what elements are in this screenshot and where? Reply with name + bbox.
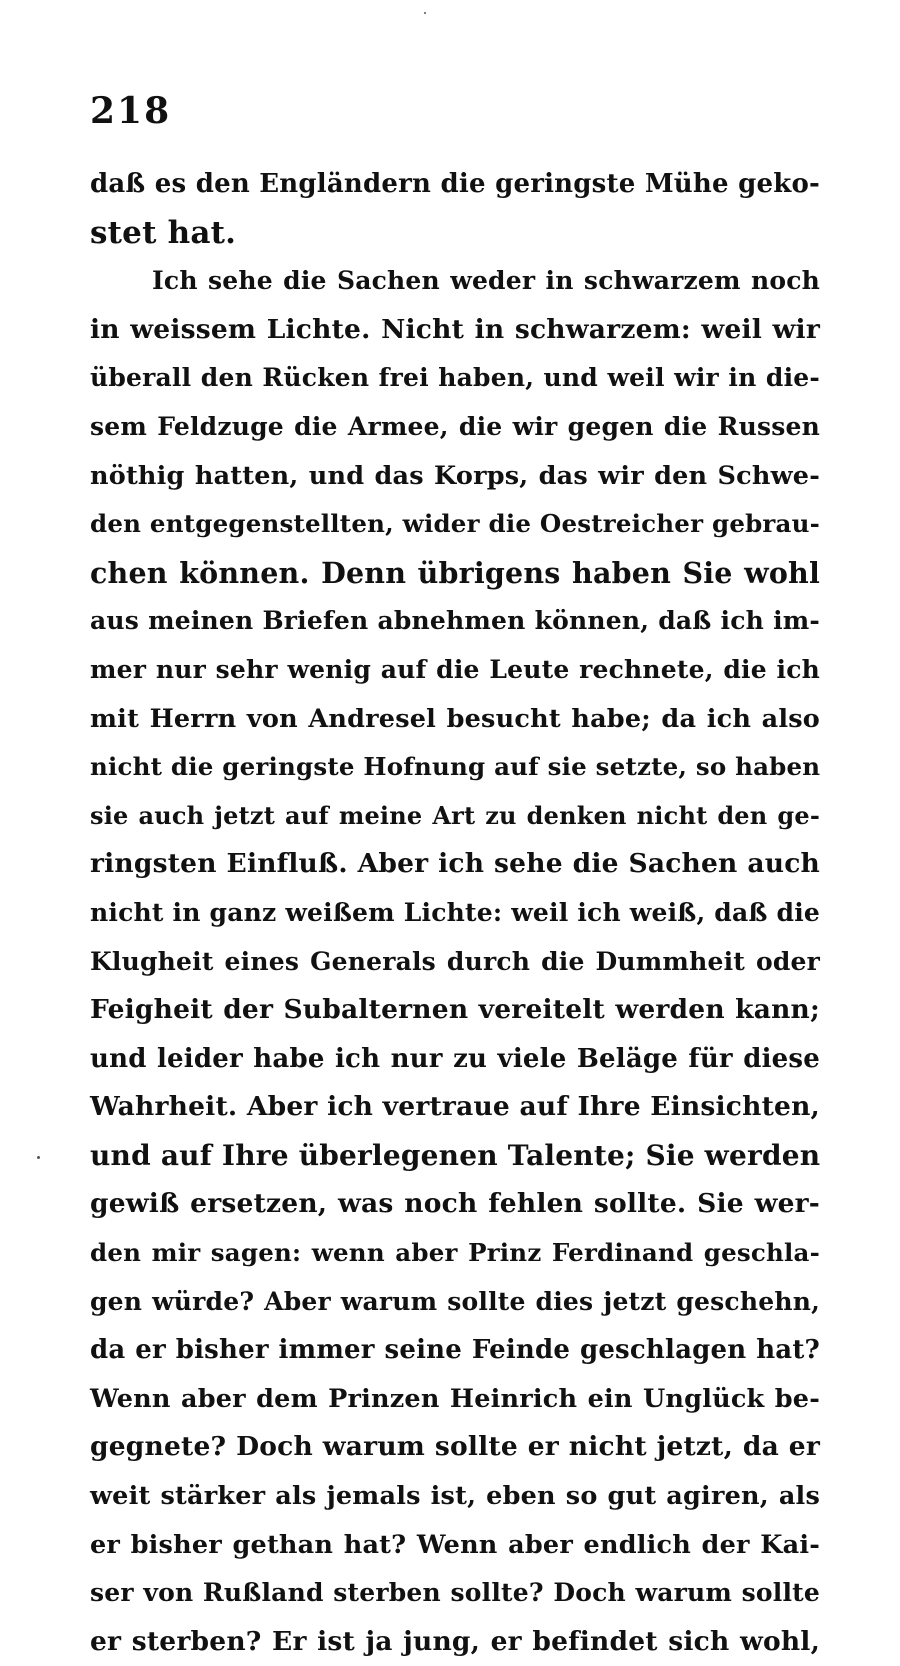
text-line: und auf Ihre überlegenen Talente; Sie werden [90, 1138, 821, 1172]
text-line: überall den Rücken frei haben, und weil wir in die- [90, 363, 820, 393]
text-line: Wenn aber dem Prinzen Heinrich ein Unglück be- [90, 1383, 820, 1414]
text-line: den mir sagen: wenn aber Prinz Ferdinand geschla- [90, 1238, 820, 1268]
text-line: den entgegenstellten, wider die Oestreicher gebrau- [90, 509, 820, 539]
text-line: er bisher gethan hat? Wenn aber endlich der Kai- [90, 1529, 820, 1560]
text-line: nicht in ganz weißem Lichte: weil ich weiß, daß die [90, 897, 820, 927]
text-line: sie auch jetzt auf meine Art zu denken nicht den ge- [90, 800, 820, 830]
text-line: Feigheit der Subalternen vereitelt werden kann; [90, 994, 820, 1026]
print-speck [424, 12, 426, 14]
text-line: gewiß ersetzen, was noch fehlen sollte. Sie wer- [90, 1188, 820, 1220]
text-line: daß es den Engländern die geringste Mühe geko- [90, 169, 820, 199]
text-line: ser von Rußland sterben sollte? Doch warum sollte [90, 1578, 820, 1608]
text-line: weit stärker als jemals ist, eben so gut agiren, als [90, 1481, 820, 1512]
text-line: in weissem Lichte. Nicht in schwarzem: weil wir [90, 313, 820, 345]
text-line: und leider habe ich nur zu viele Beläge für diese [90, 1043, 820, 1074]
text-line: ringsten Einfluß. Aber ich sehe die Sachen auch [90, 848, 820, 880]
text-line: sem Feldzuge die Armee, die wir gegen die Russen [90, 411, 820, 441]
text-line: nicht die geringste Hofnung auf sie setzte, so haben [90, 752, 821, 782]
print-speck [37, 1156, 40, 1159]
body-text [90, 160, 820, 1666]
page-number: 218 [90, 90, 172, 132]
text-line: Wahrheit. Aber ich vertraue auf Ihre Einsichten, [90, 1091, 820, 1123]
text-line: aus meinen Briefen abnehmen können, daß ich im- [90, 606, 820, 636]
text-line: Klugheit eines Generals durch die Dummheit oder [90, 946, 820, 976]
text-line: chen können. Denn übrigens haben Sie wohl [90, 555, 820, 590]
text-line: nöthig hatten, und das Korps, das wir den Schwe- [90, 460, 820, 491]
text-line: er sterben? Er ist ja jung, er befindet sich wohl, [90, 1625, 820, 1657]
text-line: gegnete? Doch warum sollte er nicht jetzt, da er [90, 1431, 820, 1463]
text-line: mit Herrn von Andresel besucht habe; da ich also [90, 703, 820, 734]
text-line: Ich sehe die Sachen weder in schwarzem noch [152, 266, 820, 296]
text-line: stet hat. [90, 214, 237, 251]
text-line: gen würde? Aber warum sollte dies jetzt geschehn, [90, 1286, 820, 1316]
text-line: mer nur sehr wenig auf die Leute rechnete, die ich [90, 654, 820, 684]
text-line: da er bisher immer seine Feinde geschlagen hat? [90, 1335, 820, 1366]
